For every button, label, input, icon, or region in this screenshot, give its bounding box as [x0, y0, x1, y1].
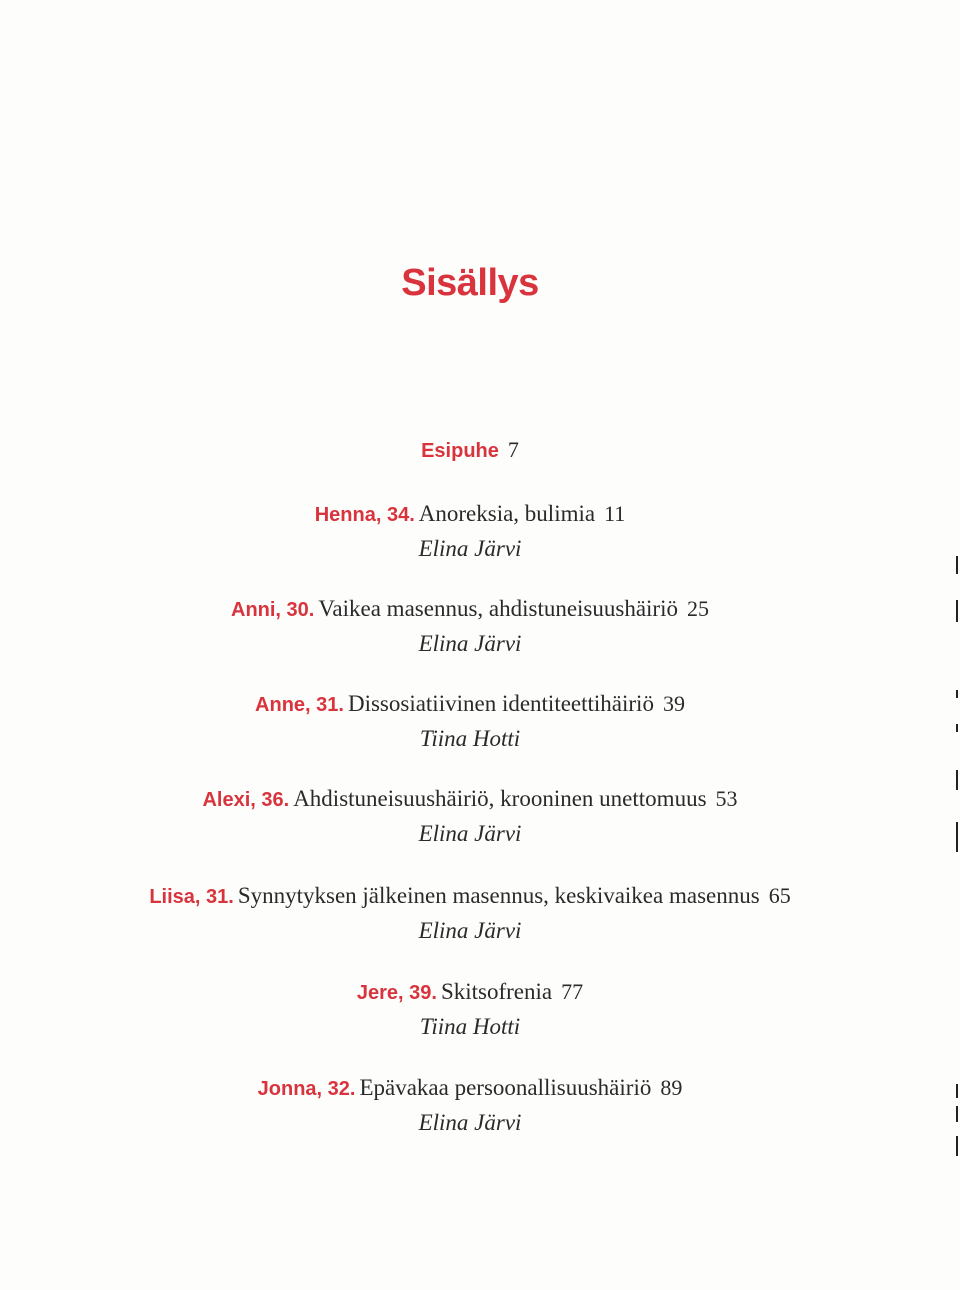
toc-entry-page: 77	[561, 979, 584, 1004]
toc-entry-page: 89	[660, 1075, 683, 1100]
toc-entry-line	[0, 1073, 940, 1106]
toc-entry-name: Jere, 39.	[356, 982, 437, 1004]
toc-entry-henna	[0, 499, 940, 564]
toc-entry-line	[0, 594, 940, 627]
toc-entry-line	[0, 689, 940, 722]
toc-entry-name: Henna, 34.	[314, 504, 415, 526]
toc-entry-topic: Synnytyksen jälkeinen masennus, keskivaikea masennus	[237, 883, 760, 908]
toc-entry-page: 39	[662, 691, 685, 716]
toc-entry-anni	[0, 594, 940, 659]
toc-entry-name: Jonna, 32.	[257, 1078, 356, 1100]
toc-entry-name: Anne, 31.	[255, 694, 344, 716]
toc-entry-line	[0, 435, 940, 468]
toc-entry-page: 65	[768, 883, 791, 908]
toc-entry-author: Elina Järvi	[418, 536, 522, 561]
toc-entry-page: 25	[686, 596, 709, 621]
scan-edge-mark	[956, 1084, 958, 1098]
toc-entry-alexi	[0, 784, 940, 849]
toc-entry-name: Alexi, 36.	[202, 789, 290, 811]
scan-edge-mark	[956, 556, 958, 574]
scan-edge-mark	[956, 1106, 958, 1122]
scan-edge-mark	[956, 600, 958, 622]
toc-entry-page: 7	[507, 437, 519, 462]
toc-entry-topic: Epävakaa persoonallisuushäiriö	[359, 1075, 652, 1100]
scan-edge-mark	[956, 724, 958, 732]
toc-entry-line	[0, 784, 940, 817]
toc-entry-topic: Dissosiatiivinen identiteettihäiriö	[347, 691, 654, 716]
toc-entry-author: Elina Järvi	[418, 1110, 522, 1135]
toc-entry-author: Elina Järvi	[418, 821, 522, 846]
page-title: Sisällys	[401, 262, 539, 304]
toc-entry-page: 53	[715, 786, 738, 811]
toc-entry-author: Tiina Hotti	[419, 1014, 521, 1039]
toc-entry-line	[0, 499, 940, 532]
toc-entry-author: Elina Järvi	[418, 631, 522, 656]
scan-edge-mark	[956, 690, 958, 698]
toc-entry-line	[0, 881, 940, 914]
toc-entry-author: Tiina Hotti	[419, 726, 521, 751]
toc-entry-name: Anni, 30.	[231, 599, 315, 621]
toc-entry-jonna	[0, 1073, 940, 1138]
scan-edge-mark	[956, 770, 958, 790]
toc-entry-line	[0, 977, 940, 1010]
scan-edge-mark	[956, 1136, 958, 1156]
toc-entry-jere	[0, 977, 940, 1042]
toc-entry-name: Liisa, 31.	[149, 886, 234, 908]
toc-entry-liisa	[0, 881, 940, 946]
toc-entry-anne	[0, 689, 940, 754]
toc-entry-name: Esipuhe	[421, 440, 499, 462]
toc-entry-topic: Skitsofrenia	[440, 979, 553, 1004]
toc-entry-topic: Anoreksia, bulimia	[418, 501, 596, 526]
toc-entry-topic: Vaikea masennus, ahdistuneisuushäiriö	[318, 596, 678, 621]
toc-entry-author: Elina Järvi	[418, 918, 522, 943]
toc-entry-page: 11	[604, 501, 626, 526]
toc-entry-topic: Ahdistuneisuushäiriö, krooninen unettomuus	[293, 786, 707, 811]
toc-entry-esipuhe	[0, 435, 940, 468]
scan-edge-mark	[956, 822, 958, 852]
